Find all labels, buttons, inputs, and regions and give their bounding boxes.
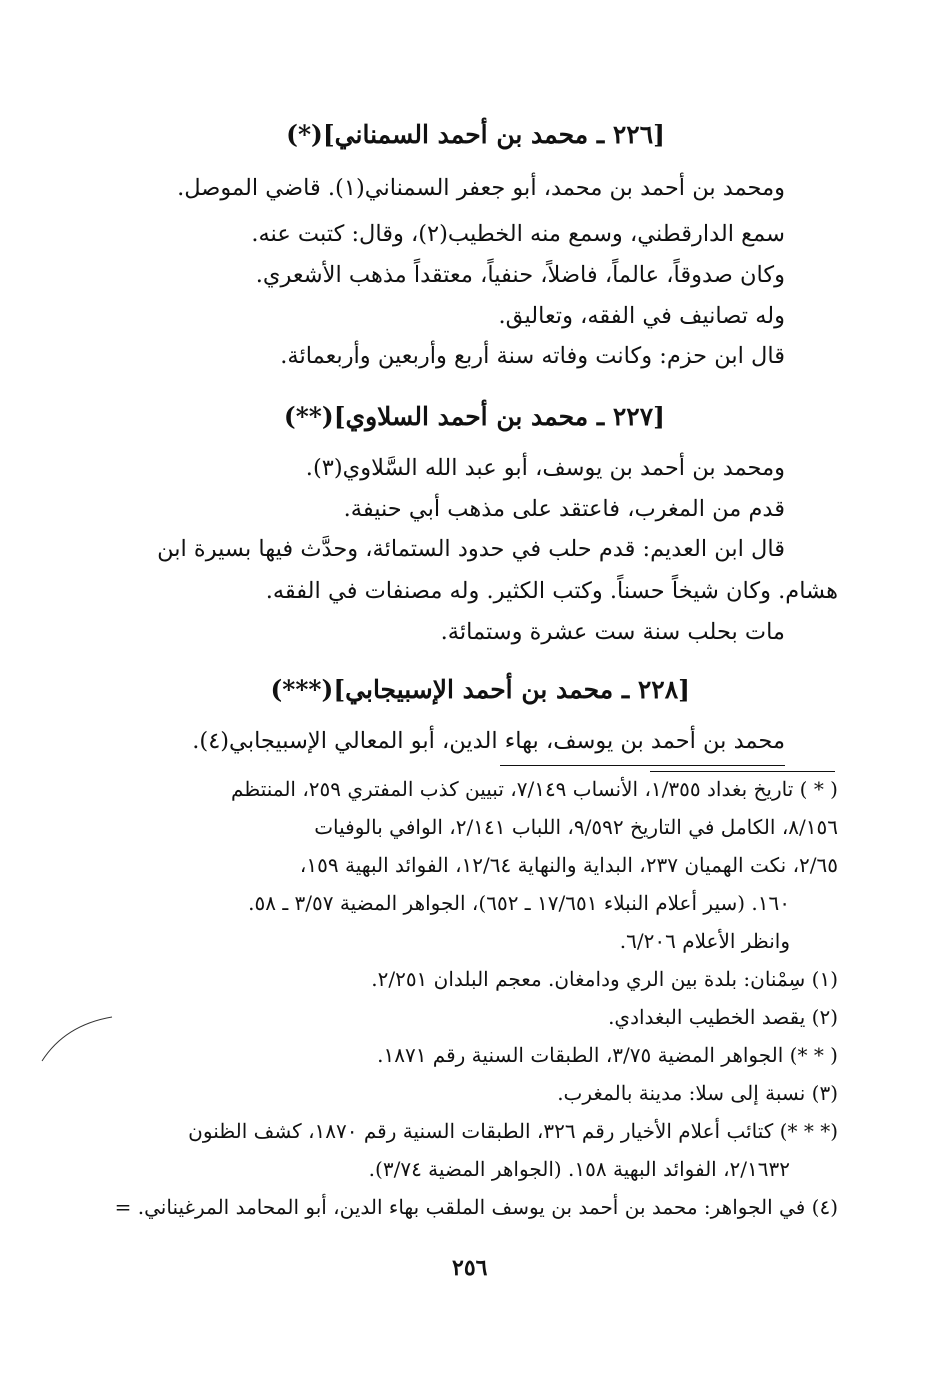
footnote-line: ٢/٦٥، نكت الهميان ٢٣٧، البداية والنهاية ١٢/٦٤، الفوائد البهية ١٥٩، — [299, 853, 838, 877]
entry-heading-227: [٢٢٧ ـ محمد بن أحمد السلاوي](**) — [283, 402, 665, 431]
footnote-line: ٨/١٥٦، الكامل في التاريخ ٩/٥٩٢، اللباب ٢/١٤١، الوافي بالوفيات — [314, 815, 838, 839]
entry-226-line-5: قال ابن حزم: وكانت وفاته سنة أربع وأربعين وأربعمائة. — [280, 343, 785, 369]
entry-heading-228: [٢٢٨ ـ محمد بن أحمد الإسبيجابي](***) — [270, 675, 690, 704]
footnote-line: ( * ) تاريخ بغداد ١/٣٥٥، الأنساب ٧/١٤٩، تبيين كذب المفتري ٢٥٩، المنتظم — [230, 777, 838, 801]
footnote-line: ( * *) الجواهر المضية ٣/٧٥، الطبقات السنية رقم ١٨٧١. — [377, 1043, 838, 1067]
footnote-line: (٣) نسبة إلى سلا: مدينة بالمغرب. — [557, 1081, 838, 1105]
page-number: ٢٥٦ — [452, 1255, 488, 1281]
entry-227-line-1: ومحمد بن أحمد بن يوسف، أبو عبد الله السَّلاوي(٣). — [305, 455, 785, 481]
entry-227-line-4: هشام. وكان شيخاً حسناً. وكتب الكثير. وله مصنفات في الفقه. — [265, 578, 838, 604]
footnote-line: (١) سِمْنان: بلدة بين الري ودامغان. معجم البلدان ٢/٢٥١. — [371, 967, 838, 991]
entry-228-line-1: محمد بن أحمد بن يوسف، بهاء الدين، أبو المعالي الإسبيجابي(٤). — [192, 728, 785, 754]
footnote-line: (٢) يقصد الخطيب البغدادي. — [608, 1005, 838, 1029]
entry-226-line-3: وكان صدوقاً، عالماً، فاضلاً، حنفياً، معتقداً مذهب الأشعري. — [255, 262, 785, 288]
footnote-line: (* * *) كتائب أعلام الأخيار رقم ٣٢٦، الطبقات السنية رقم ١٨٧٠، كشف الظنون — [188, 1119, 838, 1143]
entry-226-line-2: سمع الدارقطني، وسمع منه الخطيب(٢)، وقال: كتبت عنه. — [251, 221, 785, 247]
footnote-line: ١٦٠. (سير أعلام النبلاء ١٧/٦٥١ ـ ٦٥٢)، الجواهر المضية ٣/٥٧ ـ ٥٨. — [248, 891, 790, 915]
text-underline — [500, 765, 785, 766]
footnote-separator — [650, 771, 835, 772]
entry-227-line-5: مات بحلب سنة ست عشرة وستمائة. — [440, 619, 785, 645]
entry-226-line-4: وله تصانيف في الفقه، وتعاليق. — [498, 303, 785, 329]
scan-artifact — [40, 1015, 115, 1065]
footnote-line: (٤) في الجواهر: محمد بن أحمد بن يوسف الملقب بهاء الدين، أبو المحامد المرغيناني. = — [114, 1195, 838, 1219]
entry-heading-226: [٢٢٦ ـ محمد بن أحمد السمناني](*) — [286, 120, 665, 149]
entry-227-line-2: قدم من المغرب، فاعتقد على مذهب أبي حنيفة. — [343, 496, 785, 522]
footnote-line: ٢/١٦٣٢، الفوائد البهية ١٥٨. (الجواهر المضية ٣/٧٤). — [368, 1157, 790, 1181]
footnote-line: وانظر الأعلام ٦/٢٠٦. — [619, 929, 790, 953]
entry-227-line-3: قال ابن العديم: قدم حلب في حدود الستمائة، وحدَّث فيها بسيرة ابن — [157, 536, 785, 562]
entry-226-line-1: ومحمد بن أحمد بن محمد، أبو جعفر السمناني(١). قاضي الموصل. — [177, 175, 785, 201]
